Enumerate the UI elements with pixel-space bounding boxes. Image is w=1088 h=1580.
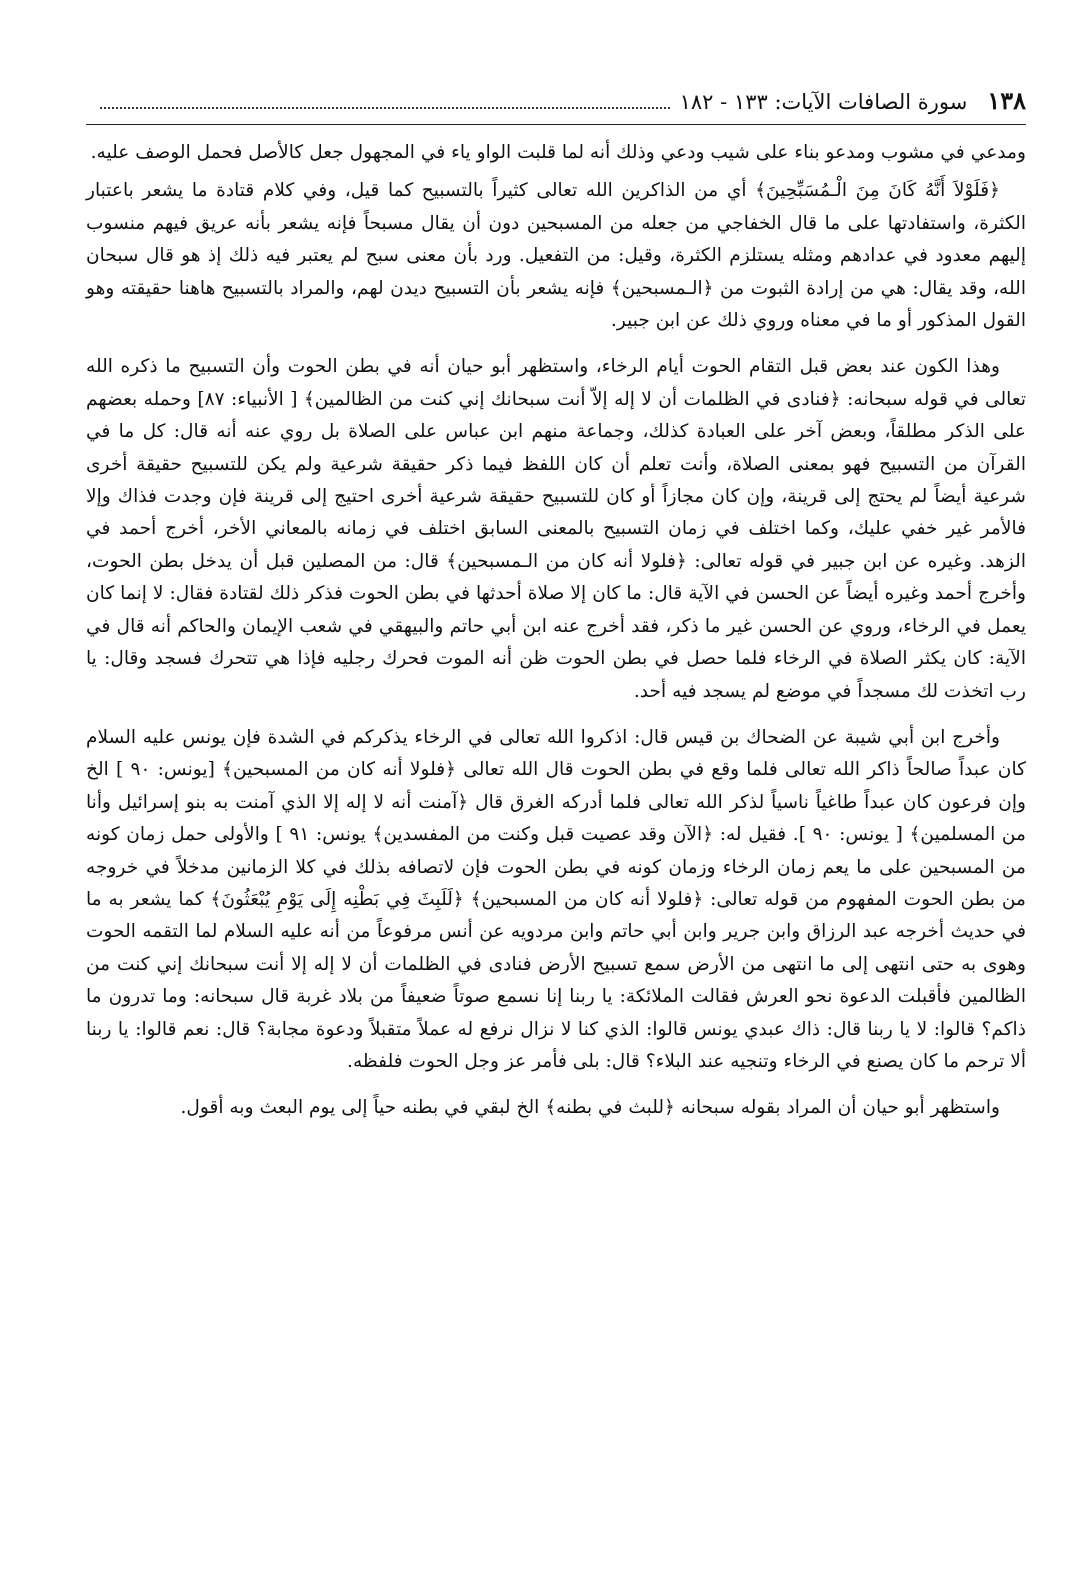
paragraph-2: ﴿فَلَوْلاَ أَنَّهُ كَانَ مِنَ الْـمُسَبِّحِينَ﴾ أي من الذاكرين الله تعالى كثيراً بالتسبيح كما قيل، وفي كلام قتادة ما يشعر باعتبار الكثرة، واستفادتها على ما قال الخفاجي من جعله من المسبحين دون أن يقال مسبحاً فإنه يشعر بأنه عريق فيهم منسوب إليهم معدود في عدادهم ومثله يستلزم الكثرة، وقيل: من التفعيل. ورد بأن معنى سبح لم يعتبر فيه ذلك إذ هو قال سبحان الله، وقد يقال: هي من إرادة الثبوت من ﴿الـمسبحين﴾ فإنه يشعر بأن التسبيح ديدن لهم، والمراد بالتسبيح هاهنا حقيقته وهو القول المذكور أو ما في معناه وروي ذلك عن ابن جبير. — [86, 180, 1026, 332]
book-page — [86, 86, 1026, 1546]
paragraph-4: وأخرج ابن أبي شيبة عن الضحاك بن قيس قال: اذكروا الله تعالى في الرخاء يذكركم في الشدة فإن يونس عليه السلام كان عبداً صالحاً ذاكر الله تعالى فلما وقع في بطن الحوت قال الله تعالى ﴿فلولا أنه كان من المسبحين﴾ [يونس: ٩٠ ] الخ وإن فرعون كان عبداً طاغياً ناسياً لذكر الله تعالى فلما أدركه الغرق قال ﴿آمنت أنه لا إله إلا الذي آمنت به بنو إسرائيل وأنا من المسلمين﴾ [ يونس: ٩٠ ]. فقيل له: ﴿الآن وقد عصيت قبل وكنت من المفسدين﴾ يونس: ٩١ ] والأولى حمل زمان كونه من المسبحين على ما يعم زمان الرخاء وزمان كونه في بطن الحوت فإن لاتصافه بذلك في كلا الزمانين مدخلاً في خروجه من بطن الحوت المفهوم من قوله تعالى: ﴿فلولا أنه كان من المسبحين﴾ ﴿لَلَبِثَ فِي بَطْنِه إِلَى يَوْمِ يُبْعَثُونَ﴾ كما يشعر به ما في حديث أخرجه عبد الرزاق وابن جرير وابن أبي حاتم وابن مردويه عن أنس مرفوعاً من أنه عليه السلام لما التقمه الحوت وهوى به حتى انتهى إلى ما انتهى من الأرض سمع تسبيح الأرض فنادى في الظلمات أن لا إله إلا أنت سبحانك إني كنت من الظالمين فأقبلت الدعوة نحو العرش فقالت الملائكة: يا ربنا إنا نسمع صوتاً ضعيفاً من بلاد غربة قال سبحانه: وما تدرون ما ذاكم؟ قالوا: لا يا ربنا قال: ذاك عبدي يونس قالوا: الذي كنا لا نزال نرفع له عملاً متقبلاً ودعوة مجابة؟ قال: نعم قالوا: يا ربنا ألا ترحم ما كان يصنع في الرخاء وتنجيه عند البلاء؟ قال: بلى فأمر عز وجل الحوت فلفظه. — [86, 726, 1026, 1072]
page-body — [86, 137, 1026, 1125]
paragraph-3: وهذا الكون عند بعض قبل التقام الحوت أيام الرخاء، واستظهر أبو حيان أنه في بطن الحوت وأن التسبيح ما ذكره الله تعالى في قوله سبحانه: ﴿فنادى في الظلمات أن لا إله إلاّ أنت سبحانك إني كنت من الظالمين﴾ [ الأنبياء: ٨٧] وحمله بعضهم على الذكر مطلقاً، وبعض آخر على العبادة كذلك، وجماعة منهم ابن عباس على الصلاة بل روي عنه أنه قال: كل ما في القرآن من التسبيح فهو بمعنى الصلاة، وأنت تعلم أن كان اللفظ فيما ذكر حقيقة شرعية ولم يكن للتسبيح حقيقة أخرى شرعية أيضاً لم يحتج إلى قرينة، وإن كان مجازاً أو كان للتسبيح حقيقة شرعية أخرى احتيج إلى قرينة فإن وجدت فذاك وإلا فالأمر غير خفي عليك، وكما اختلف في زمان التسبيح بالمعنى السابق اختلف في زمانه بالمعاني الأخر، أخرج أحمد في الزهد. وغيره عن ابن جبير في قوله تعالى: ﴿فلولا أنه كان من الـمسبحين﴾ قال: من المصلين قبل أن يدخل بطن الحوت، وأخرج أحمد وغيره أيضاً عن الحسن في الآية قال: ما كان إلا صلاة أحدثها في بطن الحوت فذكر ذلك لقتادة فقال: لا إنما كان يعمل في الرخاء، وروي عن الحسن غير ما ذكر، فقد أخرج عنه ابن أبي حاتم والبيهقي في شعب الإيمان والحاكم أنه قال في الآية: كان يكثر الصلاة في الرخاء فلما حصل في بطن الحوت ظن أنه الموت فحرك رجليه فإذا هي تتحرك فسجد وقال: يا رب اتخذت لك مسجداً في موضع لم يسجد فيه أحد. — [86, 356, 1026, 702]
page-number: ١٣٨ — [987, 86, 1026, 115]
header-dot-leader — [100, 107, 670, 109]
paragraph-5: واستظهر أبو حيان أن المراد بقوله سبحانه ﴿للبث في بطنه﴾ الخ لبقي في بطنه حياً إلى يوم البعث وبه أقول. — [180, 1097, 1000, 1119]
page-header — [86, 86, 1026, 125]
paragraph-1: ومدعي في مشوب ومدعو بناء على شيب ودعي وذلك أنه لما قلبت الواو ياء في المجهول جعل كالأصل فحمل الوصف عليه. — [90, 142, 1026, 163]
running-title: سورة الصافات الآيات: ١٣٣ - ١٨٢ — [679, 90, 968, 114]
